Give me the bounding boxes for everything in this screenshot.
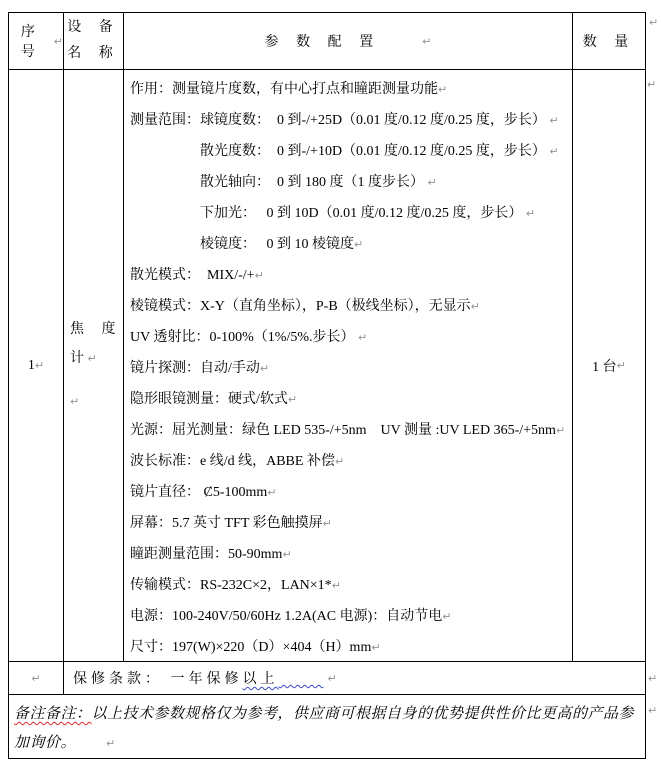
row-no-value: 1	[27, 357, 35, 373]
param-line: 散光度数： 0 到-/+10D（0.01 度/0.12 度/0.25 度，步长） ↵	[200, 144, 559, 160]
pilcrow-icon: ↵	[106, 737, 116, 750]
pilcrow-icon: ↵	[549, 145, 559, 159]
pilcrow-icon: ↵	[427, 176, 437, 190]
header-col-qty-label: 数 量	[582, 35, 636, 51]
header-col-params	[124, 13, 573, 69]
warranty-underlined-text: 以上	[242, 672, 279, 688]
pilcrow-icon: ↵	[647, 78, 657, 91]
header-col-params-label: 参 数 配 置	[264, 35, 381, 51]
pilcrow-icon: ↵	[254, 269, 264, 283]
row-qty-value: 1 台	[592, 359, 617, 375]
param-line: 棱镜模式：X-Y（直角坐标），P-B（极线坐标），无显示↵	[130, 299, 480, 315]
warranty-cell	[64, 662, 645, 694]
pilcrow-icon: ↵	[648, 704, 658, 717]
pilcrow-icon: ↵	[555, 424, 566, 438]
table-header-row	[9, 13, 645, 70]
pilcrow-icon: ↵	[549, 114, 559, 128]
param-line: 镜片直径： Ȼ5-100mm↵	[130, 485, 277, 501]
device-name-line2: 计	[70, 351, 84, 367]
pilcrow-icon: ↵	[322, 517, 332, 531]
pilcrow-icon: ↵	[87, 352, 97, 366]
param-line: 瞳距测量范围：50-90mm↵	[130, 547, 292, 563]
pilcrow-icon: ↵	[282, 548, 292, 562]
header-col-qty	[573, 13, 645, 69]
notes-label-underlined: 备注备注：	[14, 706, 92, 722]
row-qty-cell	[573, 70, 645, 661]
pilcrow-icon: ↵	[616, 359, 626, 373]
row-no-cell	[9, 70, 64, 661]
param-line: 下加光： 0 到 10D（0.01 度/0.12 度/0.25 度，步长） ↵	[200, 206, 536, 222]
param-line: 散光模式： MIX/-/+↵	[130, 268, 264, 284]
wavy-underline-tail	[279, 670, 324, 686]
pilcrow-icon: ↵	[70, 395, 80, 409]
clipped-text-remnant	[136, 0, 236, 7]
param-line: 电源：100-240V/50/60Hz 1.2A(AC 电源)：自动节电↵	[130, 609, 452, 625]
pilcrow-icon: ↵	[259, 362, 270, 376]
header-col-device	[64, 13, 124, 69]
pilcrow-icon: ↵	[525, 207, 536, 221]
pilcrow-icon: ↵	[422, 34, 432, 48]
param-line: 屏幕：5.7 英寸 TFT 彩色触摸屏↵	[130, 516, 332, 532]
spec-table	[8, 12, 646, 759]
header-col-device-line2: 名 称	[67, 46, 120, 62]
param-line: 尺寸：197(W)×220（D）×404（H）mm↵	[130, 640, 381, 656]
pilcrow-icon: ↵	[287, 393, 298, 407]
header-col-device-line1: 设 备	[67, 20, 120, 36]
row-params-cell	[124, 70, 573, 661]
param-line: 传输模式：RS-232C×2，LAN×1*↵	[130, 578, 341, 594]
pilcrow-icon: ↵	[34, 359, 45, 373]
param-line: 散光轴向： 0 到 180 度（1 度步长） ↵	[200, 175, 437, 191]
pilcrow-icon: ↵	[371, 641, 381, 655]
row-device-cell	[64, 70, 124, 661]
pilcrow-icon: ↵	[331, 579, 341, 593]
pilcrow-icon: ↵	[354, 238, 364, 252]
warranty-empty-cell	[9, 662, 64, 694]
pilcrow-icon: ↵	[31, 671, 41, 685]
param-line: 测量范围：球镜度数： 0 到-/+25D（0.01 度/0.12 度/0.25 度，步长） ↵	[130, 113, 559, 129]
pilcrow-icon: ↵	[649, 16, 659, 29]
param-line: 隐形眼镜测量：硬式/软式↵	[130, 392, 298, 408]
warranty-text: 保修条款： 一年保修	[73, 672, 243, 688]
notes-text: 以上技术参数规格仅为参考，供应商可根据自身的优势提供性价比更高的产品参加询价。	[14, 706, 635, 751]
device-name-line1: 焦 度	[70, 322, 123, 338]
param-line: 棱镜度： 0 到 10 棱镜度↵	[200, 237, 364, 253]
pilcrow-icon: ↵	[470, 300, 480, 314]
param-line: 作用：测量镜片度数，有中心打点和瞳距测量功能↵	[130, 82, 448, 98]
header-col-no	[9, 13, 64, 69]
pilcrow-icon: ↵	[327, 671, 337, 685]
pilcrow-icon: ↵	[358, 331, 368, 345]
pilcrow-icon: ↵	[438, 83, 448, 97]
param-line: UV 透射比：0-100%（1%/5%.步长） ↵	[130, 330, 368, 346]
pilcrow-icon: ↵	[334, 455, 345, 469]
param-line: 光源：屈光测量：绿色 LED 535-/+5nm UV 测量 :UV LED 365-/+5nm↵	[130, 423, 566, 439]
table-row	[9, 70, 645, 662]
header-col-no-label: 序 号	[20, 25, 42, 61]
pilcrow-icon: ↵	[267, 486, 277, 500]
pilcrow-icon: ↵	[53, 34, 63, 48]
pilcrow-icon: ↵	[442, 610, 452, 624]
warranty-row	[9, 662, 645, 695]
notes-row	[9, 695, 645, 758]
param-line: 波长标准：e 线/d 线，ABBE 补偿↵	[130, 454, 345, 470]
pilcrow-icon: ↵	[648, 672, 658, 685]
param-line: 镜片探测：自动/手动↵	[130, 361, 270, 377]
notes-cell	[9, 695, 645, 758]
